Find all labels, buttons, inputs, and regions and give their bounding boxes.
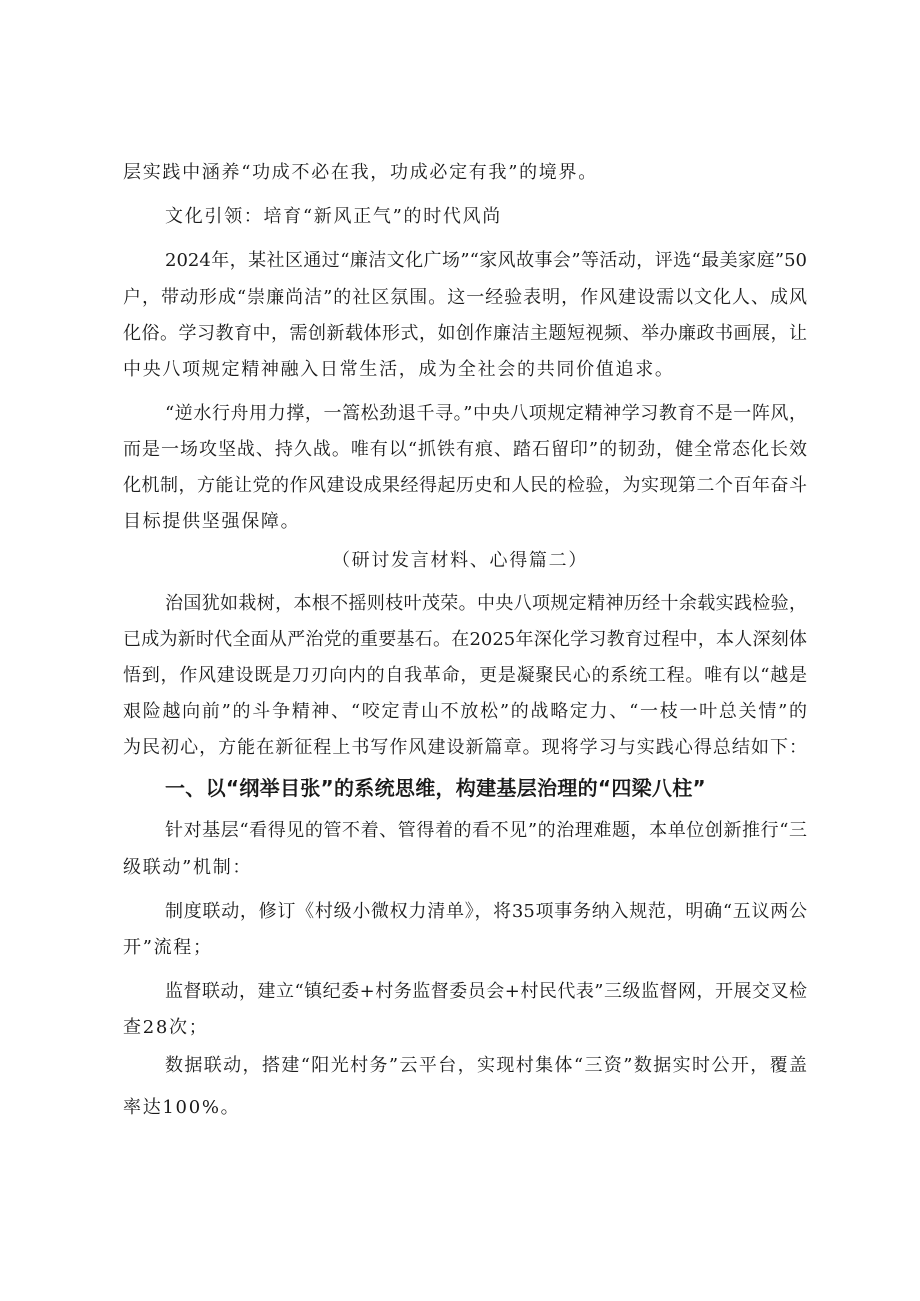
intro-paragraph-line-1: 治国犹如栽树，本根不摇则枝叶茂荣。中央八项规定精神历经十余载实践检验， [165, 593, 807, 614]
intro-paragraph-line-5: 为民初心，方能在新征程上书写作风建设新篇章。现将学习与实践心得总结如下： [123, 737, 807, 758]
supervision-linkage-line-2: 查28次； [123, 1017, 209, 1038]
culture-paragraph-line-2: 户，带动形成“崇廉尚洁”的社区氛围。这一经验表明，作风建设需以文化人、成风 [123, 287, 807, 308]
intro-paragraph-line-4: 艰险越向前”的斗争精神、“咬定青山不放松”的战略定力、“一枝一叶总关情”的 [123, 701, 807, 722]
data-linkage-line-2: 率达100%。 [123, 1097, 241, 1118]
supervision-linkage-line-1: 监督联动，建立“镇纪委+村务监督委员会+村民代表”三级监督网，开展交叉检 [165, 981, 807, 1002]
system-linkage-line-1: 制度联动，修订《村级小微权力清单》，将35项事务纳入规范，明确“五议两公 [165, 901, 807, 922]
previous-paragraph-tail: 层实践中涵养“功成不必在我，功成必定有我”的境界。 [123, 162, 598, 183]
problem-paragraph-line-2: 级联动”机制： [123, 857, 253, 878]
closing-paragraph-line-1: “逆水行舟用力撑，一篙松劲退千寻。”中央八项规定精神学习教育不是一阵风， [165, 403, 807, 424]
closing-paragraph-line-4: 目标提供坚强保障。 [123, 511, 301, 532]
system-linkage-line-2: 开”流程； [123, 937, 213, 958]
intro-paragraph-line-3: 悟到，作风建设既是刀刃向内的自我革命，更是凝聚民心的系统工程。唯有以“越是 [123, 665, 807, 686]
heading-one: 一、以“纲举目张”的系统思维，构建基层治理的“四梁八柱” [165, 776, 706, 800]
culture-paragraph-line-3: 化俗。学习教育中，需创新载体形式，如创作廉洁主题短视频、举办廉政书画展，让 [123, 323, 807, 344]
problem-paragraph-line-1: 针对基层“看得见的管不着、管得着的看不见”的治理难题，本单位创新推行“三 [165, 820, 807, 841]
section-subtitle: （研讨发言材料、心得篇二） [331, 550, 589, 571]
closing-paragraph-line-2: 而是一场攻坚战、持久战。唯有以“抓铁有痕、踏石留印”的韧劲，健全常态化长效 [123, 439, 807, 460]
culture-paragraph-line-1: 2024年，某社区通过“廉洁文化广场”“家风故事会”等活动，评选“最美家庭”50 [165, 250, 807, 271]
culture-section-title: 文化引领：培育“新风正气”的时代风尚 [165, 206, 503, 227]
culture-paragraph-line-4: 中央八项规定精神融入日常生活，成为全社会的共同价值追求。 [123, 359, 675, 380]
data-linkage-line-1: 数据联动，搭建“阳光村务”云平台，实现村集体“三资”数据实时公开，覆盖 [165, 1055, 807, 1076]
closing-paragraph-line-3: 化机制，方能让党的作风建设成果经得起历史和人民的检验，为实现第二个百年奋斗 [123, 475, 807, 496]
intro-paragraph-line-2: 已成为新时代全面从严治党的重要基石。在2025年深化学习教育过程中，本人深刻体 [123, 629, 807, 650]
